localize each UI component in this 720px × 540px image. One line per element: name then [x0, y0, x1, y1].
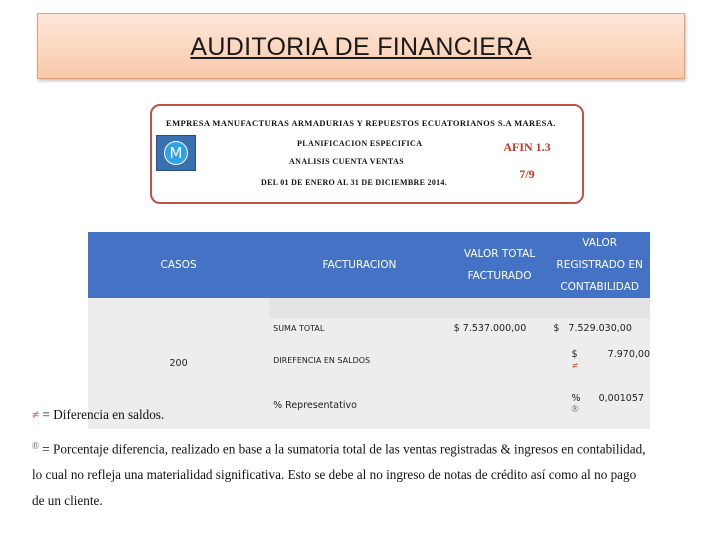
header-valor-total-line1: VALOR TOTAL	[463, 248, 536, 260]
casos-value: 200	[169, 358, 188, 370]
planning-label: PLANIFICACION ESPECIFICA	[297, 139, 423, 148]
row-registrado	[549, 382, 650, 429]
header-facturacion: FACTURACION	[269, 232, 450, 298]
reference-code: AFIN 1.3	[503, 140, 551, 154]
header-valor-registrado-line2: REGISTRADO EN	[556, 259, 643, 271]
footnote-difference	[32, 407, 164, 423]
footnote-percentage	[32, 441, 646, 457]
logo-m-icon: M	[164, 141, 188, 165]
header-valor-registrado	[549, 232, 650, 298]
header-casos: CASOS	[88, 232, 269, 298]
row-facturado: $ 7.537.000,00	[450, 318, 550, 338]
header-valor-registrado-line3: CONTABILIDAD	[560, 281, 639, 293]
company-name: EMPRESA MANUFACTURAS ARMADURIAS Y REPUESTOS ECUATORIANOS S.A MARESA.	[166, 118, 556, 128]
row-label: SUMA TOTAL	[269, 318, 450, 338]
header-valor-total-line2: FACTURADO	[467, 270, 532, 282]
header-valor-total	[450, 232, 550, 298]
page-number: 7/9	[519, 167, 535, 181]
percentage-mark: Ⓡ	[571, 405, 579, 413]
percentage-symbol: Ⓡ	[32, 442, 39, 450]
row-facturado	[450, 382, 550, 429]
title-banner	[37, 13, 685, 79]
header-valor-registrado-line1: VALOR	[582, 237, 618, 249]
footnote-percentage-text: = Porcentaje diferencia, realizado en base a la sumatoria total de las ventas registradas & ingresos en contabilidad,	[39, 441, 646, 457]
row-label: % Representativo	[269, 382, 450, 429]
footnote-difference-text: = Diferencia en saldos.	[39, 407, 165, 422]
footnote-line: lo cual no refleja una materialidad significativa. Esto se debe al no ingreso de notas de crédito así como al no pago	[32, 467, 637, 482]
row-facturado	[450, 338, 550, 382]
row-label: DIREFENCIA EN SALDOS	[269, 338, 450, 382]
table-header-row	[88, 232, 650, 298]
difference-symbol: ≠	[32, 407, 40, 422]
page-title: AUDITORIA DE FINANCIERA	[190, 33, 532, 61]
company-logo	[156, 135, 196, 171]
row-registrado-value: $ 7.970,00	[571, 349, 650, 360]
company-info-box	[150, 104, 584, 204]
row-registrado	[549, 338, 650, 382]
row-registrado: $ 7.529.030,00	[549, 318, 650, 338]
footnote-line: de un cliente.	[32, 493, 103, 508]
difference-mark: ≠	[571, 361, 579, 370]
sales-analysis-table	[88, 232, 650, 429]
analysis-label: ANALISIS CUENTA VENTAS	[289, 157, 405, 166]
table-spacer-row	[88, 298, 650, 318]
row-registrado-value: % 0,001057	[571, 393, 644, 404]
period-label: DEL 01 DE ENERO AL 31 DE DICIEMBRE 2014.	[261, 178, 448, 187]
